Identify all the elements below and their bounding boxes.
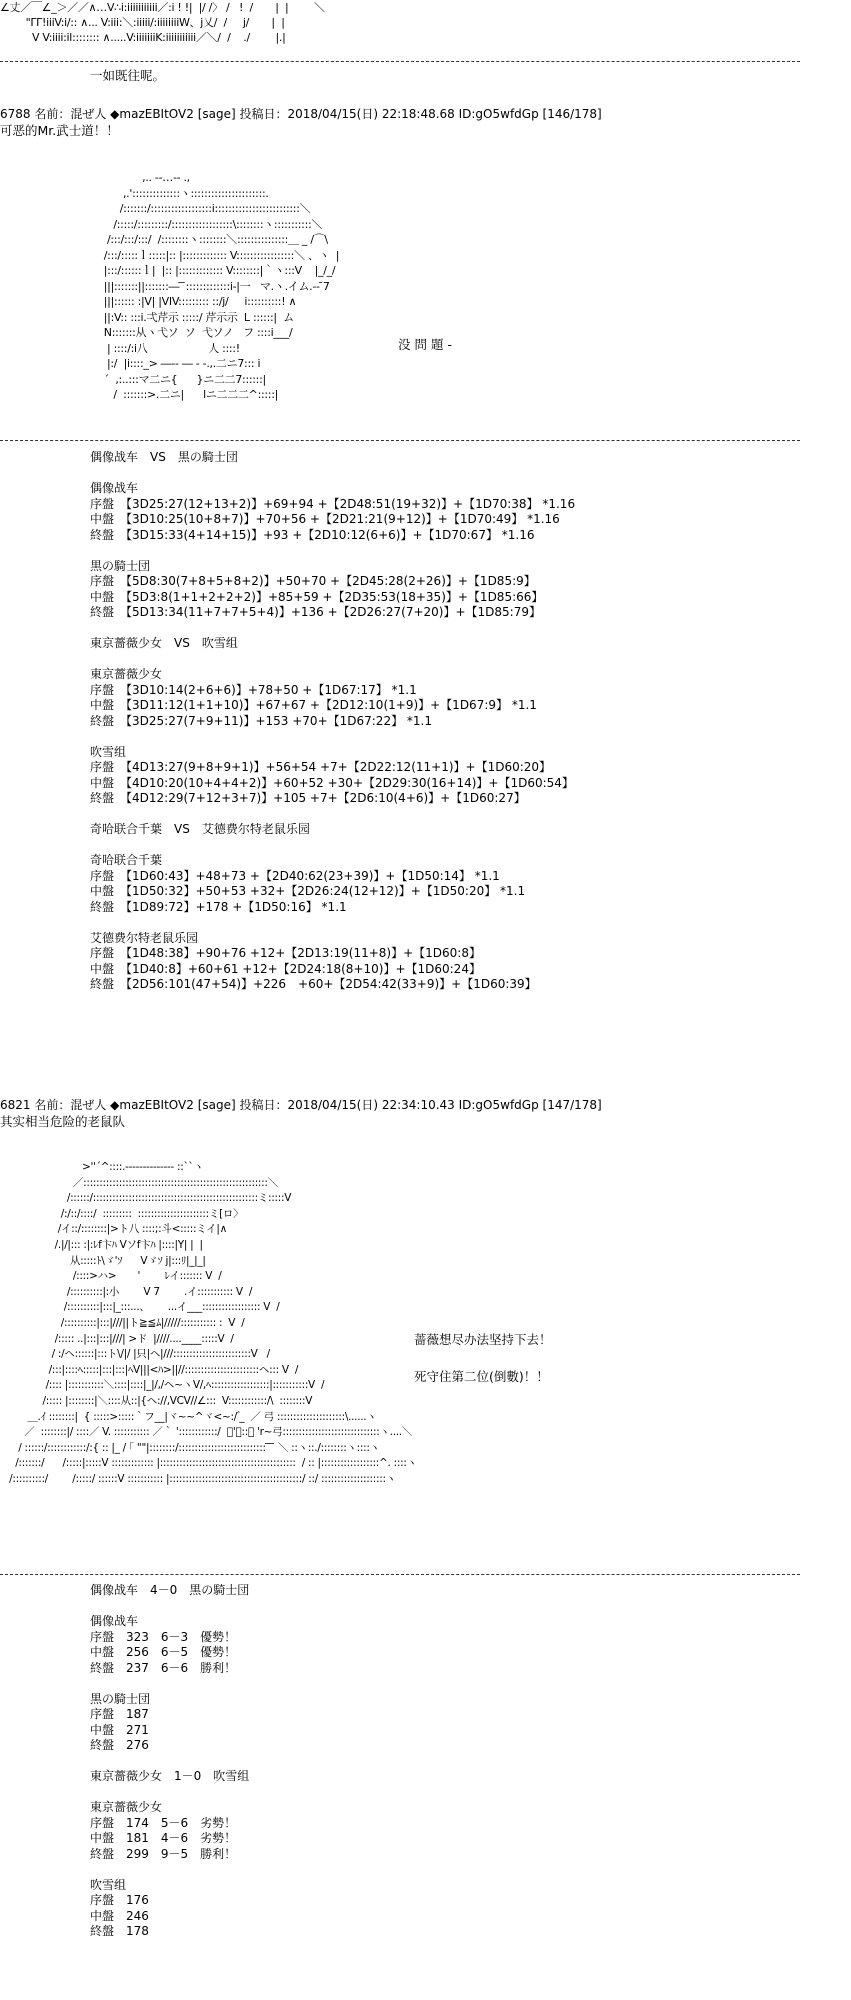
score-line: 中盤 【3D11:12(1+1+10)】+67+67 +【2D12:10(1+9)】+【1D67:9】 *1.1	[90, 698, 537, 712]
score-line: 中盤 【5D3:8(1+1+2+2+2)】+85+59 +【2D35:53(18+35)】+【1D85:66】	[90, 589, 544, 604]
match-title-a: 偶像战车 VS 黒の騎士団	[90, 450, 238, 464]
score-line: 序盤 【3D10:14(2+6+6)】+78+50 +【1D67:17】 *1.1	[90, 682, 417, 697]
result-line: 中盤 271	[90, 1722, 149, 1737]
score-line: 中盤 【1D50:32】+50+53 +32+【2D26:24(12+12)】+【1D50:20】 *1.1	[90, 884, 526, 898]
score-line: 序盤 【1D60:43】+48+73 +【2D40:62(23+39)】+【1D50:14】 *1.1	[90, 868, 500, 883]
score-line: 序盤 【1D48:38】+90+76 +12+【2D13:19(11+8)】+【1D60:8】	[90, 946, 481, 960]
character-ascii-art-2: >''´^::::.‐‐‐‐‐‐‐‐‐‐‐‐‐‐ ::``ヽ ／:::::::::::::::::::::::::::::::::::::::::::::::::::::::::＼ /::::::/:::::::::::::::::::::::::::::::::::::::::::::::::::ミ:::::V /:/::/::::/ ::::::::: ::::::::::::::::::::::ミ[ロ〉 /イ::/::::::::|>ト八 ::::;:斗<:::::ミイ|∧ /.|/|::: :|:ﾚf卞ﾊ Vソf卞ﾊ |::::|Y| | | 从:::::ﾄ\ゞ'ｿ Vゞｿ j|:::ﾘ|_|_| /::::>ハ> ' ﾚイ::::::: V / /::::::::::|:小 V 7 .イ::::::::::: V / /::::::::::|:::|_:::...、 ...イ___:::::::::::::::::: V / /::::::::::|:::|///||ト≧≦ﾑ|/////::::::::::: : V / /::::: ..|:::|:::|///| >ド |////....____:::::V / / :/ヘ::::::|:::ト\/|/ |只|ヘ|///::::::::::::::::::::::::V / /:::|::::ﾍ:::::|:::|:::|ﾍV|||<ﾊ>||//:::::::::::::::::::::::ヘ::: V / /:::: |:::::::::::＼::::|::::|_|/,/ヘ~ヽV/,ﾍ::::::::::::::::::|:::::::::::V / /::::: |::::::::|＼::::从::|{ヘ://,VCV//∠::: V::::::::::::/\ ::::::::V ＿.ｲ ::::::::| { :::::>:::::｀フ__|ヾ~~^ヾ<~:/ ゙_ ／ 弓 :::::::::::::::::::::\......ヽ ／ ::::::::|/ ::::／ V. ::::::::::: ／｀ '::::::::::::/ ゙'ｰ::＼ 'r~弓::::::::::::::::::::::::::::::ヽ....＼ / ::::::/::::::::::::/:{ :: |_ / ｢ ""|::::::::/::::::::::::::::::::::::::: ̄ ̄ ̄ ＼ ::ヽ::./::::::::ヽ::::ヽ /:::::::/ /:::::|:::::V ::::::::::::: |:::::::::::::::::::::::::::::::::::::::::: / :: |::::::::::::::::::^. ::::ヽ /::::::::::/ /:::::/ ::::::V ::::::::::: |:::::::::::::::::::::::::::::::::::::::::/ ::/ ::::::::::::::::::::ヽ	[9, 1161, 417, 1485]
result-line: 中盤 181 4－6 劣勢！	[90, 1831, 237, 1845]
art-caption-1: 没 問 題 -	[398, 337, 452, 352]
score-line: 終盤 【3D15:33(4+14+15)】+93 +【2D10:12(6+6)】+【1D70:67】 *1.16	[90, 527, 535, 542]
team-name: 吹雪组	[90, 744, 127, 759]
team-name: 黒の騎士団	[90, 558, 151, 573]
top-ascii-art: ∠丈／￣∠_＞／／∧…V∴i:iiiiiiiiiii／:i ! !| |/ /〉 / ! / | | ＼ "ΓΓ!iiiV:i/:: ∧... V:iii:＼:iiiii/:iiiiiiiiW、j乂/ / j/ | | V V:iiii:il:::::::: ∧.....V:iiiiiiiK:iiiiiiiiiii／＼/ / ./ |.|	[0, 1, 325, 44]
score-line: 序盤 【4D13:27(9+8+9+1)】+56+54 +7+【2D22:12(11+1)】+【1D60:20】	[90, 760, 552, 774]
art-caption-2: 蔷薇想尽办法坚持下去！	[414, 1332, 552, 1347]
result-title-b: 東京薔薇少女 1－0 吹雪组	[90, 1769, 250, 1783]
post-body-tail: 一如既往呢。	[90, 68, 166, 83]
result-line: 序盤 176	[90, 1893, 149, 1907]
team-name: 黒の騎士団	[90, 1691, 151, 1706]
team-name: 奇哈联合千葉	[90, 853, 163, 867]
score-line: 終盤 【5D13:34(11+7+7+5+4)】+136 +【2D26:27(7+20)】+【1D85:79】	[90, 605, 541, 619]
score-line: 終盤 【4D12:29(7+12+3+7)】+105 +7+【2D6:10(4+6)】+【1D60:27】	[90, 791, 526, 805]
post-body-6788: 可恶的Mr.武士道！！	[0, 123, 119, 138]
post-header-6788: 6788 名前：混ぜ人 ◆mazEBItOV2 [sage] 投稿日：2018/04/15(日) 22:18:48.68 ID:gO5wfdGp [146/178]	[0, 107, 602, 121]
score-line: 中盤 【4D10:20(10+4+4+2)】+60+52 +30+【2D29:30(16+14)】+【1D60:54】	[90, 775, 574, 790]
team-name: 偶像战车	[90, 481, 139, 495]
art-caption-3: 死守住第二位(倒數)！！	[414, 1369, 549, 1384]
result-line: 中盤 246	[90, 1908, 149, 1923]
score-line: 中盤 【3D10:25(10+8+7)】+70+56 +【2D21:21(9+12)】+【1D70:49】 *1.16	[90, 512, 560, 526]
result-line: 終盤 276	[90, 1738, 149, 1752]
result-line: 序盤 323 6－3 優勢！	[90, 1629, 237, 1644]
result-line: 中盤 256 6－5 優勢！	[90, 1645, 237, 1659]
result-line: 終盤 178	[90, 1924, 149, 1938]
score-line: 序盤 【5D8:30(7+8+5+8+2)】+50+70 +【2D45:28(2+26)】+【1D85:9】	[90, 574, 536, 588]
result-line: 序盤 174 5－6 劣勢！	[90, 1815, 237, 1830]
team-name: 東京薔薇少女	[90, 1800, 163, 1814]
result-line: 序盤 187	[90, 1707, 149, 1721]
post-header-6821: 6821 名前：混ぜ人 ◆mazEBItOV2 [sage] 投稿日：2018/04/15(日) 22:34:10.43 ID:gO5wfdGp [147/178]	[0, 1098, 602, 1112]
score-line: 終盤 【3D25:27(7+9+11)】+153 +70+【1D67:22】 *1.1	[90, 713, 432, 728]
result-title-a: 偶像战车 4－0 黒の騎士団	[90, 1583, 250, 1597]
score-line: 序盤 【3D25:27(12+13+2)】+69+94 +【2D48:51(19+32)】+【1D70:38】 *1.16	[90, 496, 576, 511]
scores-section-1	[90, 450, 575, 993]
character-ascii-art-1: ,.. -‐…‐- ., ,.'::::::::::::::ヽ::::::::::::::::::::::. /:::::::/::::::::::::::::::i:::::::::::::::::::::::::＼ /:::::/:::::::::/::::::::::::::::::\::::::::ヽ:::::::::::＼ /:::/:::/:::/ /::::::::ヽ::::::::＼:::::::::::::::＿ _ /⌒\ /:::/:::::ｌ:::::|:: |::::::::::::: V:::::::::::::::::＼ 、ヽ | |:::/::::::ｌ| |:: |::::::::::::: V::::::::|｀ヽ:::V |_/_/ |||:::::::||:::::::― ̄ ̄:::::::::::::i-|一 マ.ヽ.イム.-‐ ̄7 |||:::::: :|V| |VIV::::::::: ::/j/ i::::::::::! ∧ ||:V:: :::i.弌芹示 :::::/ 芹示示 L ::::::| ム N:::::::从ヽ弋ソ ソ 弋ソノ フ ::::i___/ | ::::/:i八 人 ::::! |:/ |i::::_> ―-- ― - -.,.二ニ7::: i ´ ,:..:::マ二ニ{ }ニ二二7::::::| / :::::::>.二ニ| lニ二二二^:::::|	[103, 171, 340, 401]
team-name: 艾德费尔特老鼠乐园	[90, 930, 199, 945]
team-name: 偶像战车	[90, 1614, 139, 1628]
post-body-6821: 其实相当危险的老鼠队	[0, 1114, 126, 1129]
result-line: 終盤 237 6－6 勝利！	[90, 1660, 237, 1675]
team-name: 東京薔薇少女	[90, 667, 163, 681]
result-line: 終盤 299 9－5 勝利！	[90, 1846, 237, 1861]
score-line: 終盤 【2D56:101(47+54)】+226 +60+【2D54:42(33+9)】+【1D60:39】	[90, 977, 537, 991]
divider-1	[0, 61, 800, 62]
team-name: 吹雪组	[90, 1877, 127, 1892]
divider-3	[0, 1574, 800, 1575]
score-line: 終盤 【1D89:72】+178 +【1D50:16】 *1.1	[90, 899, 347, 914]
score-line: 中盤 【1D40:8】+60+61 +12+【2D24:18(8+10)】+【1D60:24】	[90, 961, 481, 976]
match-title-b: 東京薔薇少女 VS 吹雪组	[90, 636, 238, 650]
divider-2	[0, 440, 800, 441]
scores-section-2	[90, 1583, 249, 1940]
match-title-c: 奇哈联合千葉 VS 艾德费尔特老鼠乐园	[90, 822, 310, 836]
